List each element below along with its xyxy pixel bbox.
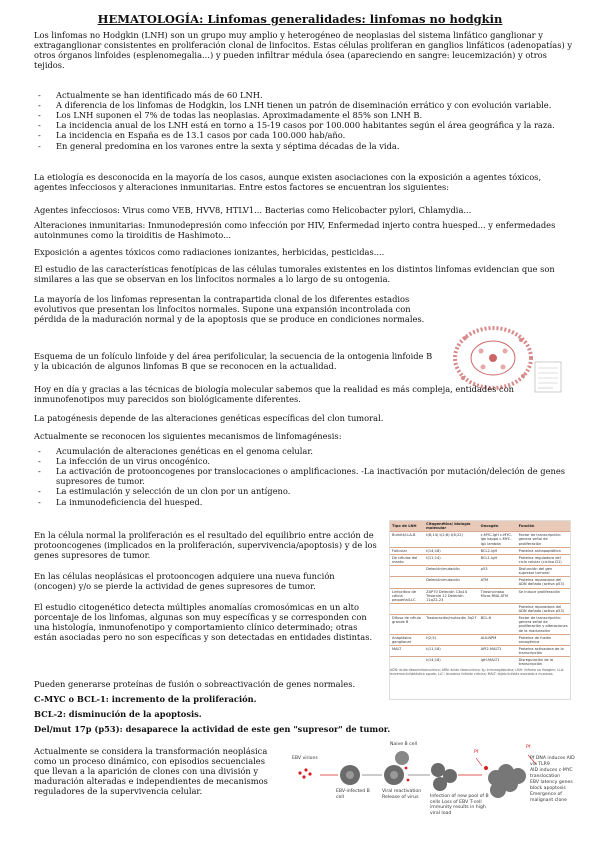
gene-line: C-MYC o BCL-1: incremento de la proliferación. (34, 694, 257, 704)
page-title: HEMATOLOGÍA: Linfomas generalidades: linfomas no hodgkin (97, 12, 503, 26)
gene-line: Del/mut 17p (p53): desaparece la actividad de este gen "supresor" de tumor. (34, 724, 391, 734)
table-row (390, 634, 570, 645)
table-cell: Folicular (390, 547, 424, 554)
table-header: Tipo de LNH (390, 521, 424, 532)
table-cell: IgH-MALT1 (479, 657, 517, 668)
table-cell: Anaplásico ganglionar (390, 634, 424, 645)
table-cell: Proteína reparadora del ADN dañado (activa p53) (517, 603, 570, 614)
list-item: - En general predomina en los varones entre la sexta y séptima décadas de la vida. (34, 141, 574, 151)
toxic-agents: Exposición a agentes tóxicos como radiaciones ionizantes, herbicidas, pesticidas.... (34, 247, 385, 257)
table-cell: Disfunción del gen supresor tumoral (517, 566, 570, 577)
table-row (390, 615, 570, 635)
phenotype-paragraph: El estudio de las características fenotípicas de las células tumorales existentes en los distintos linfomas evidencian que son similares a las que se observan en los linfocitos normales a lo largo de su ontogenia. (34, 264, 555, 285)
table-header: Función (517, 521, 570, 532)
table-cell: Proteína reguladora del ciclo celular (ciclina D1) (517, 554, 570, 565)
diagram-steps (530, 756, 580, 804)
table-cell: Deleción/mutación (424, 577, 479, 588)
table-cell: t(11;14) (424, 554, 479, 565)
diagram-label: EBV virions (292, 756, 318, 761)
mechanisms-list (34, 446, 574, 507)
table-row (390, 657, 570, 668)
oncogene-table-figure (389, 520, 571, 700)
infectious-agents: Agentes infecciosos: Virus como VEB, HVV8, HTLV1... Bacterias como Helicobacter pylori, Chlamydia... (34, 205, 472, 215)
diagram-label: AID induces c-MYC translocation (530, 767, 573, 779)
table-cell: Burkitt/LLA-B (390, 532, 424, 547)
table-cell: p53 (479, 566, 517, 577)
intro-paragraph: Los linfomas no Hodgkin (LNH) son un grupo muy amplio y heterogéneo de neoplasias del sistema linfático ganglionar y extraganglionar consistentes en proliferación clonal de linfocitos. Estas células proliferan en ganglios linfáticos (adenopatías) y otros órganos linfoides (esplenomegalia...) y pueden infiltrar médula ósea (apareciendo en sangre: leucemización) y otros tejidos. (34, 30, 573, 71)
table-cell: Se induce proliferación (517, 588, 570, 603)
table-row (390, 588, 570, 603)
table-cell: ATM (479, 577, 517, 588)
table-cell: Deleción/mutación (424, 566, 479, 577)
table-cell: Proteína antiapoptótica (517, 547, 570, 554)
cytogenetic-paragraph: El estudio citogenético detecta múltiples anomalías cromosómicas en un alto porcentaje de los linfomas, algunas son muy específicas y se corresponden con una histología, inmunofenotipo y comportamiento clínico determinado; otras están asociadas pero no son específicas y son detectadas en entidades distintas. (34, 602, 373, 643)
gene-line: BCL-2: disminución de la apoptosis. (34, 709, 202, 719)
table-cell: Proteína reparadora del ADN dañado (activa p53) (517, 577, 570, 588)
diagram-label: Pf (474, 750, 479, 755)
list-item: - Los LNH suponen el 7% de todas las neoplasias. Aproximadamente el 85% son LNH B. (34, 110, 574, 120)
neoplastic-paragraph: En las células neoplásicas el protooncogen adquiere una nueva función (oncogen) y/o se pierde la actividad de genes supresores de tumor. (34, 571, 335, 592)
table-cell: MALT (390, 645, 424, 656)
table-row (390, 645, 570, 656)
list-item: - Acumulación de alteraciones genéticas en el genoma celular. (34, 446, 574, 456)
table-cell (424, 603, 479, 614)
table-row (390, 532, 570, 547)
table-cell: Proteína activadora de la transcripción (517, 645, 570, 656)
table-cell: t(14;18) (424, 657, 479, 668)
table-cell: ALK-NPM (479, 634, 517, 645)
list-item: - La infección de un virus oncogénico. (34, 456, 574, 466)
table-cell: t(2;5) (424, 634, 479, 645)
table-cell: API2-MALT1 (479, 645, 517, 656)
table-cell (390, 603, 424, 614)
list-item: - Actualmente se han identificado más de 60 LNH. (34, 90, 574, 100)
table-header: Oncogén (479, 521, 517, 532)
diagram-label: Viral reactivation Release of virus (382, 789, 422, 800)
transformation-paragraph: Actualmente se considera la transformación neoplásica como un proceso dinámico, con episodios secuenciales que llevan a la aparición de clones con una división y maduración alteradas e independientes de mecanismos reguladores de la supervivencia celular. (34, 746, 268, 797)
table-cell: BCL2-IgH (479, 547, 517, 554)
diagram-label: EBV latency genes block apoptosis (530, 779, 573, 791)
epidemiology-list (34, 90, 574, 151)
table-cell: Factor de transcripción: genera señal de proliferación (517, 532, 570, 547)
clonal-paragraph: La mayoría de los linfomas representan la contrapartida clonal de los diferentes estadios evolutivos que presentan los linfocitos normales. Supone una expansión incontrolada con pérdida de la maduración normal y de la apoptosis que se produce en condiciones normales. (34, 294, 425, 325)
pathogenesis-paragraph: La patogénesis depende de las alteraciones genéticas específicas del clon tumoral. (34, 413, 384, 423)
table-cell: Traslocación/mutación 3q27 (424, 615, 479, 635)
table-cell (390, 566, 424, 577)
oncogene-table (390, 521, 570, 667)
diagram-label: Infection of new pool of B cells Loss of EBV T-cell immunity results in high viral load (430, 794, 489, 816)
molecular-paragraph: Hoy en día y gracias a las técnicas de biología molecular sabemos que la realidad es más compleja, entidades con inmunofenotipos muy parecidos son biológicamente diferentes. (34, 384, 515, 405)
fusion-paragraph: Pueden generarse proteínas de fusión o sobreactivación de genes normales. (34, 679, 356, 689)
table-cell (390, 657, 424, 668)
list-item: - La inmunodeficiencia del huesped. (34, 497, 574, 507)
diagram-label: Emergence of malignant clone (530, 791, 568, 803)
table-cell: t(8;14) t(2;8) t(8;22) (424, 532, 479, 547)
table-cell: t(11;18) (424, 645, 479, 656)
etiology-paragraph: La etiología es desconocida en la mayoría de los casos, aunque existen asociaciones con la exposición a agentes tóxicos, agentes infecciosos y alteraciones inmunitarias. Entre estos factores se encuentran los siguientes: (34, 172, 542, 193)
table-cell: c-MYC-IgH c-MYC-Igκ kappa c-MYC-Igλ lambda (479, 532, 517, 547)
transformation-diagram (290, 740, 580, 840)
table-cell: De células del manto (390, 554, 424, 565)
table-cell: BCL1-IgH (479, 554, 517, 565)
follicle-paragraph: Esquema de un folículo linfoide y del área perifolicular, la secuencia de la ontogenia linfoide B y la ubicación de algunos linfomas B que se reconocen en la actualidad. (34, 351, 433, 372)
diagram-label: Naive B cell (390, 742, 418, 747)
table-cell (479, 603, 517, 614)
list-item: - La incidencia anual de los LNH está en torno a 15-19 casos por 100.000 habitantes según el área geográfica y la raza. (34, 120, 574, 130)
table-cell: Disregulación de la transcripción (517, 657, 570, 668)
table-cell: ZAP70 Deleción 13q14 Trisomía 12 Deleción 11q22-23 (424, 588, 479, 603)
table-footnote: ADN: ácido desoxirribonucleico; ARN: ácido ribonucleico; Ig: inmunoglobulina; LNH: linfoma no Hodgkin; LLA: leucemia linfoblástica aguda; LLC: leucemia linfoide crónica; MALT: tejido linfoide asociado a mucosas. (390, 668, 565, 677)
table-cell: BCL-6 (479, 615, 517, 635)
diagram-label: Pf DNA induces AID via TLR9 (530, 756, 575, 767)
table-cell (390, 577, 424, 588)
list-item: - La activación de protooncogenes por translocaciones o amplificaciones. -La inactivación por mutación/deleción de genes supresores de tumor. (34, 466, 574, 486)
table-cell: Difuso de célula grande B (390, 615, 424, 635)
table-cell: Tirosincinasa Micro-RNA ATM (479, 588, 517, 603)
table-row (390, 566, 570, 577)
list-item: - A diferencia de los linfomas de Hodgkin, los LNH tienen un patrón de diseminación errático y con evolución variable. (34, 100, 574, 110)
diagram-label: EBV-infected B cell (336, 789, 370, 800)
table-row (390, 577, 570, 588)
table-cell: Factor de transcripción: genera señal de proliferación y alteraciones de la maduración (517, 615, 570, 635)
diagram-label: Pf (526, 745, 531, 750)
list-item: - La estimulación y selección de un clon por un antígeno. (34, 486, 574, 496)
table-cell: t(14;18) (424, 547, 479, 554)
table-cell: Proteína de fusión oncogénica (517, 634, 570, 645)
table-cell: Linfocítico de célula pequeña/LLC (390, 588, 424, 603)
table-header: Citogenética/ biología molecular (424, 521, 479, 532)
list-item: - La incidencia en España es de 13.1 casos por cada 100.000 hab/año. (34, 130, 574, 140)
table-row (390, 554, 570, 565)
immune-alterations: Alteraciones inmunitarias: Inmunodepresión como infección por HIV, Enfermedad injerto contra huesped... y enfermedades autoinmunes como la tiroiditis de Hashimoto... (34, 220, 556, 241)
normal-cell-paragraph: En la célula normal la proliferación es el resultado del equilibrio entre acción de protooncogenes (implicados en la proliferación, supervivencia/apoptosis) y de los genes supresores de tumor. (34, 530, 377, 561)
mechanisms-intro: Actualmente se reconocen los siguientes mecanismos de linfomagénesis: (34, 431, 342, 441)
table-row (390, 547, 570, 554)
table-row (390, 603, 570, 614)
